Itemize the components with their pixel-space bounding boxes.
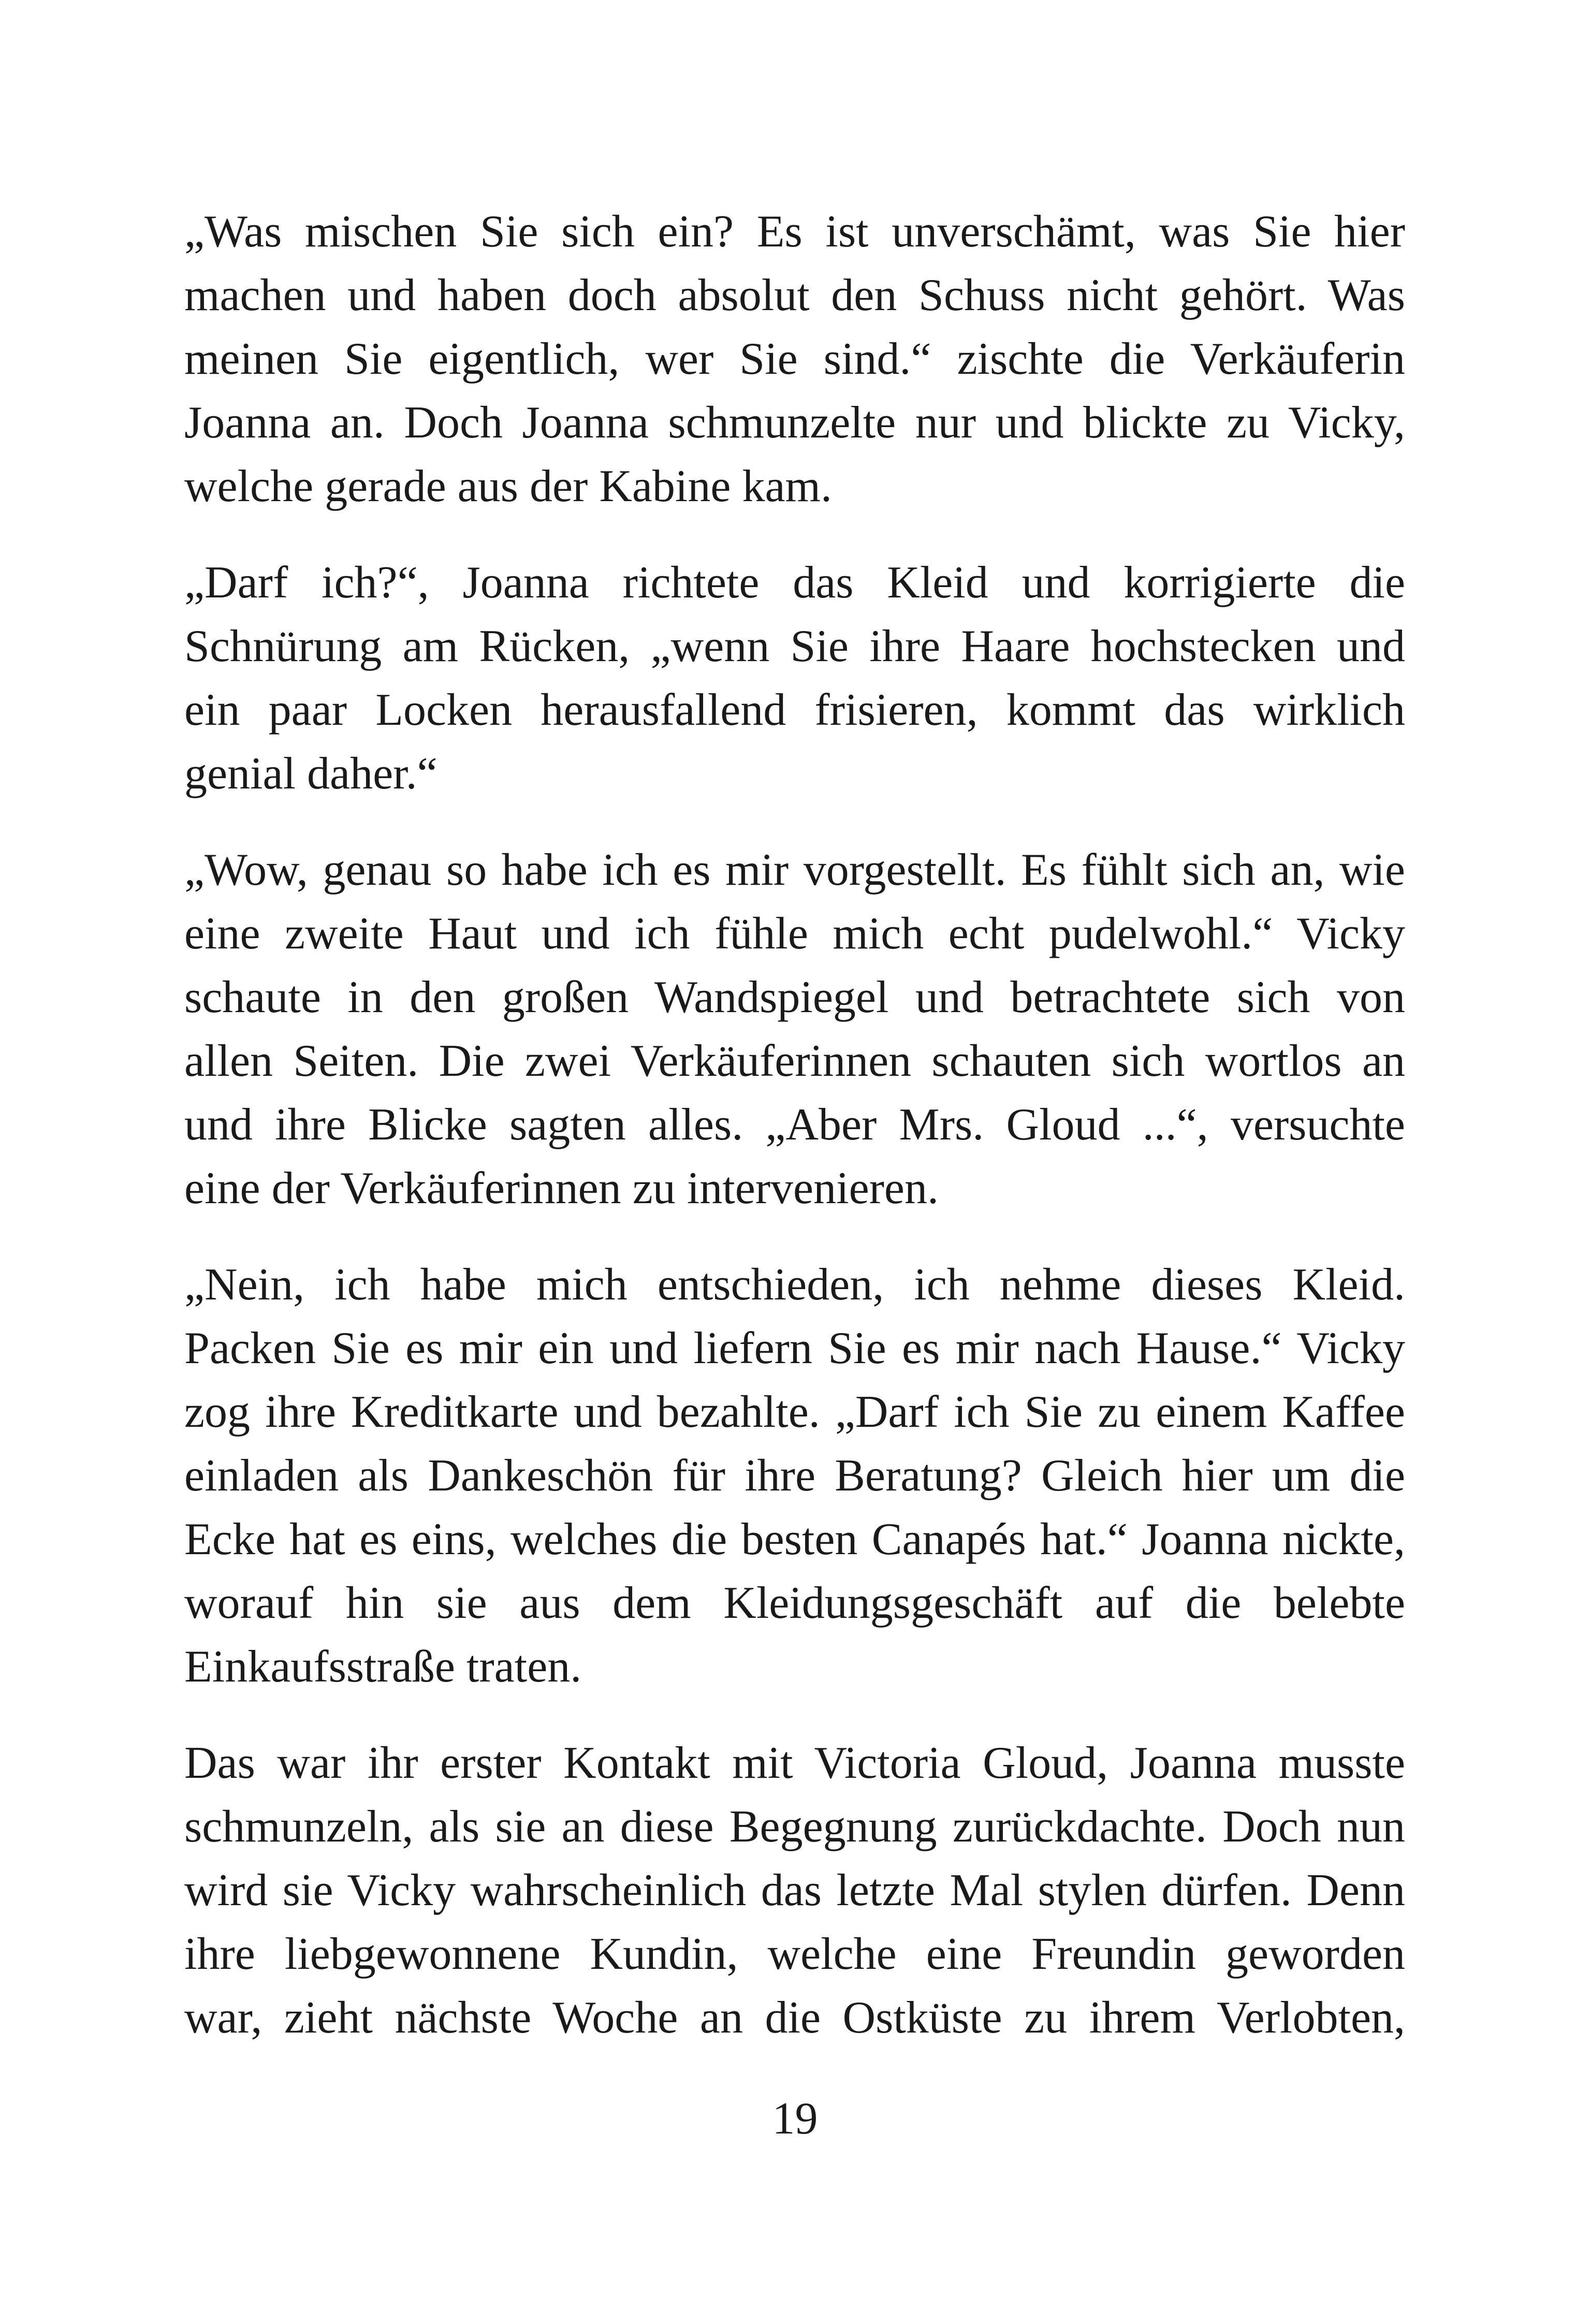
paragraph: [184, 1731, 1405, 2050]
text-line: Das war ihr erster Kontakt mit Victoria Gloud, Joanna musste: [184, 1738, 1405, 1788]
text-line: zog ihre Kreditkarte und bezahlte. „Darf ich Sie zu einem Kaffee: [184, 1387, 1405, 1437]
text-line: genial daher.“: [184, 749, 437, 799]
text-line: Packen Sie es mir ein und liefern Sie es mir nach Hause.“ Vicky: [184, 1323, 1405, 1373]
paragraph: [184, 551, 1405, 806]
text-line: Ecke hat es eins, welches die besten Canapés hat.“ Joanna nickte,: [184, 1514, 1405, 1565]
text-line: worauf hin sie aus dem Kleidungsgeschäft auf die belebte: [184, 1578, 1405, 1628]
text-line: schaute in den großen Wandspiegel und betrachtete sich von: [184, 972, 1405, 1022]
text-line: eine zweite Haut und ich fühle mich echt pudelwohl.“ Vicky: [184, 909, 1405, 959]
text-line: ein paar Locken herausfallend frisieren, kommt das wirklich: [184, 685, 1405, 735]
body-text: [184, 200, 1405, 2082]
text-line: Joanna an. Doch Joanna schmunzelte nur und blickte zu Vicky,: [184, 398, 1405, 448]
text-line: allen Seiten. Die zwei Verkäuferinnen schauten sich wortlos an: [184, 1036, 1405, 1086]
text-line: ihre liebgewonnene Kundin, welche eine Freundin geworden: [184, 1929, 1405, 1979]
text-line: einladen als Dankeschön für ihre Beratung? Gleich hier um die: [184, 1451, 1405, 1501]
text-line: „Wow, genau so habe ich es mir vorgestellt. Es fühlt sich an, wie: [184, 845, 1405, 895]
paragraph: [184, 1253, 1405, 1699]
paragraph: [184, 838, 1405, 1220]
text-line: machen und haben doch absolut den Schuss nicht gehört. Was: [184, 270, 1405, 320]
text-line: welche gerade aus der Kabine kam.: [184, 461, 832, 511]
text-line: „Nein, ich habe mich entschieden, ich nehme dieses Kleid.: [184, 1260, 1405, 1310]
text-line: „Was mischen Sie sich ein? Es ist unverschämt, was Sie hier: [184, 207, 1405, 257]
text-line: Einkaufsstraße traten.: [184, 1642, 582, 1692]
text-line: Schnürung am Rücken, „wenn Sie ihre Haare hochstecken und: [184, 621, 1405, 671]
text-line: und ihre Blicke sagten alles. „Aber Mrs. Gloud ...“, versuchte: [184, 1100, 1405, 1150]
text-line: wird sie Vicky wahrscheinlich das letzte Mal stylen dürfen. Denn: [184, 1865, 1405, 1916]
text-line: „Darf ich?“, Joanna richtete das Kleid und korrigierte die: [184, 558, 1405, 608]
text-line: eine der Verkäuferinnen zu intervenieren.: [184, 1163, 939, 1214]
text-line: meinen Sie eigentlich, wer Sie sind.“ zischte die Verkäuferin: [184, 334, 1405, 384]
page-number: 19: [772, 2094, 818, 2144]
text-line: war, zieht nächste Woche an die Ostküste zu ihrem Verlobten,: [184, 1993, 1405, 2043]
paragraph: [184, 200, 1405, 518]
text-line: schmunzeln, als sie an diese Begegnung zurückdachte. Doch nun: [184, 1802, 1405, 1852]
